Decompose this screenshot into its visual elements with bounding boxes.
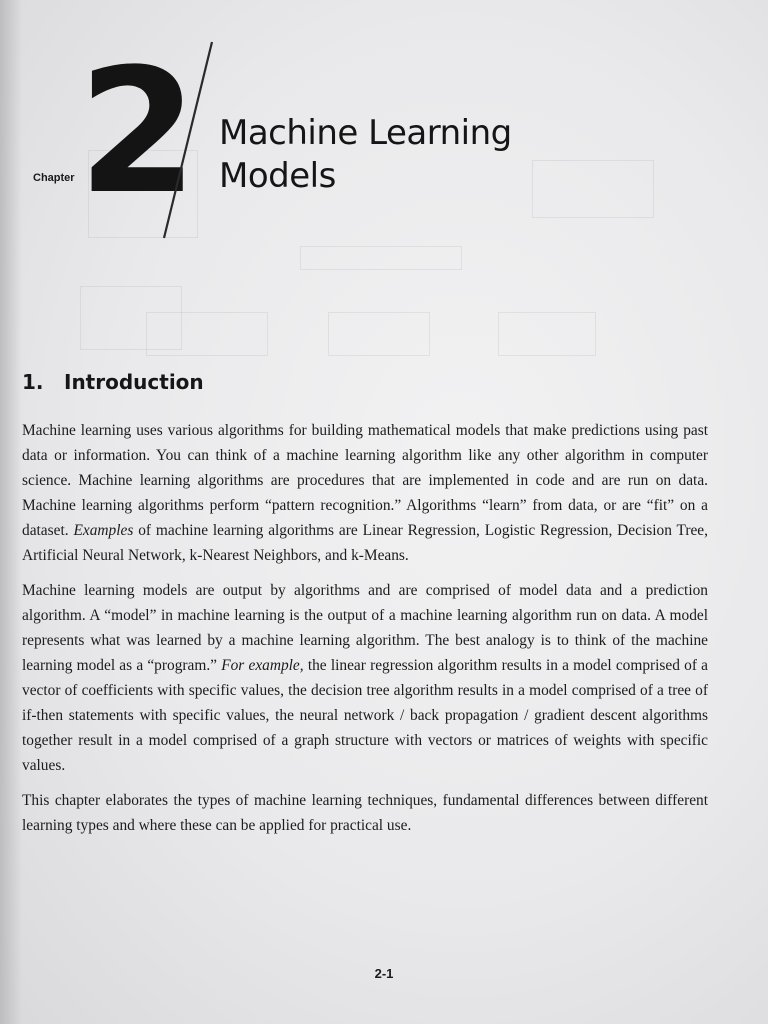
show-through-box bbox=[498, 312, 596, 356]
paragraph-2 bbox=[22, 578, 708, 778]
chapter-title-line2: Models bbox=[219, 156, 336, 196]
show-through-box bbox=[80, 286, 182, 350]
chapter-title bbox=[219, 112, 512, 198]
show-through-box bbox=[328, 312, 430, 356]
chapter-slash-decoration bbox=[154, 40, 224, 240]
section-title: Introduction bbox=[64, 370, 204, 394]
chapter-number: 2 bbox=[78, 31, 192, 232]
section-heading bbox=[22, 370, 204, 394]
chapter-label: Chapter bbox=[33, 172, 75, 184]
body-text bbox=[22, 418, 708, 848]
chapter-title-line1: Machine Learning bbox=[219, 113, 512, 153]
paragraph-2-italic: For example, bbox=[221, 657, 304, 674]
show-through-box bbox=[532, 160, 654, 218]
paragraph-1-text-b: of machine learning algorithms are Linear Regression, Logistic Regression, Decision Tree, Artificial Neural Network, k-Nearest Neighbors, and k-Means. bbox=[22, 522, 708, 564]
paragraph-1-text-a: Machine learning uses various algorithms for building mathematical models that make predictions using past data or information. You can think of a machine learning algorithm like any other algorithm in computer science. Machine learning algorithms are procedures that are implemented in code and are run on data. Machine learning algorithms perform “pattern recognition.” Algorithms “learn” from data, or are “fit” on a dataset. bbox=[22, 422, 708, 539]
show-through-box bbox=[146, 312, 268, 356]
paragraph-3: This chapter elaborates the types of machine learning techniques, fundamental differences between different learning types and where these can be applied for practical use. bbox=[22, 792, 708, 834]
section-number: 1. bbox=[22, 370, 44, 394]
page-number: 2-1 bbox=[374, 966, 394, 981]
paragraph-1-italic: Examples bbox=[73, 522, 134, 539]
paragraph-2-text-b: the linear regression algorithm results in a model comprised of a vector of coefficients with specific values, the decision tree algorithm results in a model comprised of a tree of if-then statements with specific values, the neural network / back propagation / gradient descent algorithms together result in a model comprised of a graph structure with vectors or matrices of weights with specific values. bbox=[22, 657, 708, 774]
paragraph-1 bbox=[22, 418, 708, 568]
show-through-box bbox=[300, 246, 462, 270]
page-gutter-shadow bbox=[0, 0, 22, 1024]
paragraph-2-text-a: Machine learning models are output by algorithms and are comprised of model data and a prediction algorithm. A “model” in machine learning is the output of a machine learning algorithm run on data. A model represents what was learned by a machine learning algorithm. The best analogy is to think of the machine learning model as a “program.” bbox=[22, 582, 708, 674]
